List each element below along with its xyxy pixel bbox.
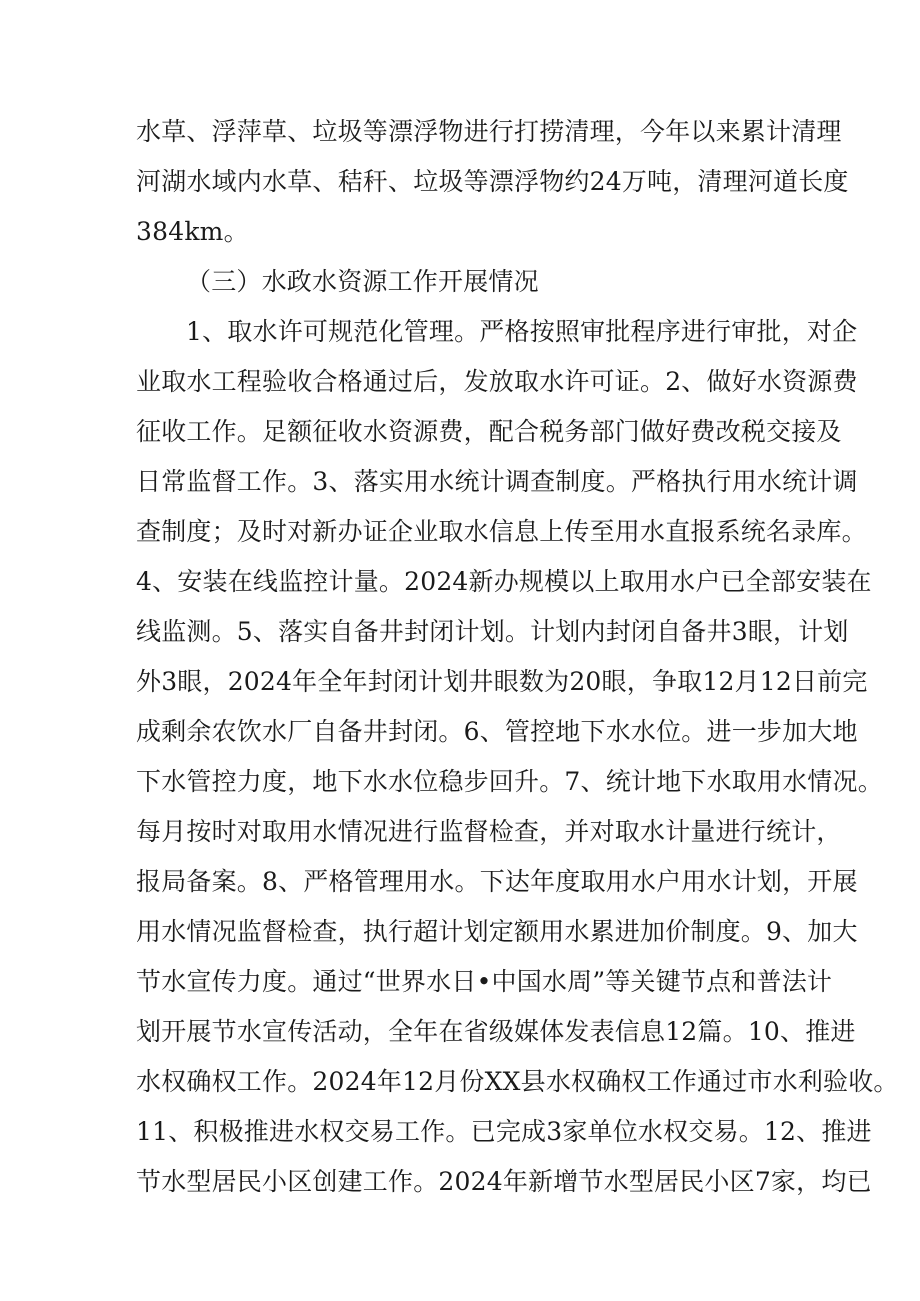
paragraph-line: 河湖水域内水草、秸秆、垃圾等漂浮物约24万吨，清理河道长度 — [136, 167, 849, 196]
paragraph-line: 节水宣传力度。通过“世界水日•中国水周”等关键节点和普法计 — [136, 967, 833, 996]
paragraph-line: 每月按时对取用水情况进行监督检查，并对取水计量进行统计， — [136, 817, 842, 846]
paragraph-line: 划开展节水宣传活动，全年在省级媒体发表信息12篇。10、推进 — [136, 1017, 856, 1046]
paragraph-line: 线监测。5、落实自备井封闭计划。计划内封闭自备井3眼，计划 — [136, 617, 849, 646]
paragraph-line: 报局备案。8、严格管理用水。下达年度取用水户用水计划，开展 — [136, 867, 858, 896]
paragraph-line: 下水管控力度，地下水水位稳步回升。7、统计地下水取用水情况。 — [136, 767, 883, 796]
paragraph-line: 外3眼，2024年全年封闭计划井眼数为20眼，争取12月12日前完 — [136, 667, 868, 696]
paragraph-line: 水草、浮萍草、垃圾等漂浮物进行打捞清理，今年以来累计清理 — [136, 117, 842, 146]
paragraph-line: 业取水工程验收合格通过后，发放取水许可证。2、做好水资源费 — [136, 367, 858, 396]
paragraph-line: 节水型居民小区创建工作。2024年新增节水型居民小区7家，均已 — [136, 1167, 872, 1196]
section-heading: （三）水政水资源工作开展情况 — [186, 267, 539, 296]
paragraph-line: 11、积极推进水权交易工作。已完成3家单位水权交易。12、推进 — [136, 1117, 872, 1146]
paragraph-line: 成剩余农饮水厂自备井封闭。6、管控地下水水位。进一步加大地 — [136, 717, 858, 746]
paragraph-line: 4、安装在线监控计量。2024新办规模以上取用水户已全部安装在 — [136, 567, 872, 596]
paragraph-line: 用水情况监督检查，执行超计划定额用水累进加价制度。9、加大 — [136, 917, 858, 946]
paragraph-line: 384km。 — [136, 217, 249, 246]
paragraph-line: 1、取水许可规范化管理。严格按照审批程序进行审批，对企 — [186, 317, 858, 346]
paragraph-line: 查制度；及时对新办证企业取水信息上传至用水直报系统名录库。 — [136, 517, 867, 546]
paragraph-line: 征收工作。足额征收水资源费，配合税务部门做好费改税交接及 — [136, 417, 842, 446]
paragraph-line: 水权确权工作。2024年12月份XX县水权确权工作通过市水利验收。 — [136, 1067, 899, 1096]
paragraph-line: 日常监督工作。3、落实用水统计调查制度。严格执行用水统计调 — [136, 467, 858, 496]
